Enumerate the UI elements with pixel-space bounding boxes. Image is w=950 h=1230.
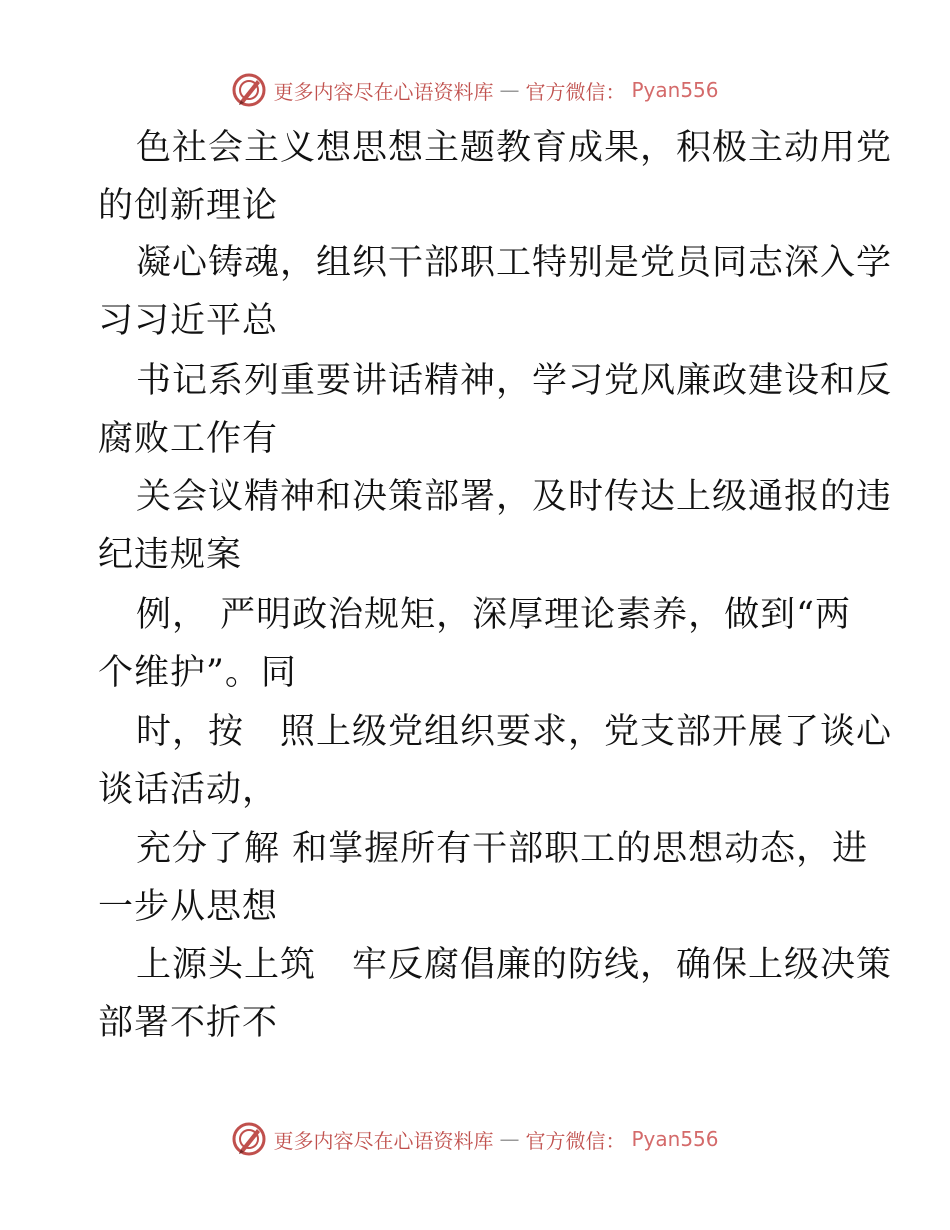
header-watermark <box>0 70 950 110</box>
pen-logo-icon <box>231 1121 267 1157</box>
paragraph-4-line-1: 关会议精神和决策部署，及时传达上级通报的违 <box>136 477 893 517</box>
footer-watermark <box>0 1119 950 1159</box>
watermark-separator: — <box>499 78 520 102</box>
paragraph-2-line-1: 凝心铸魂，组织干部职工特别是党员同志深入学 <box>136 243 893 283</box>
watermark-separator: — <box>499 1127 520 1151</box>
paragraph-1-line-2: 的创新理论 <box>98 186 279 226</box>
paragraph-6-line-2: 谈话活动， <box>98 770 279 810</box>
paragraph-5-line-1: 例， 严明政治规矩，深厚理论素养，做到“两 <box>136 595 852 635</box>
paragraph-3-line-2: 腐败工作有 <box>98 419 279 459</box>
paragraph-7-line-2: 一步从思想 <box>98 887 279 927</box>
pen-logo-icon <box>231 72 267 108</box>
paragraph-2-line-2: 习习近平总 <box>98 301 279 341</box>
watermark-wechat-label: 官方微信： <box>525 79 626 104</box>
watermark-wechat-id: Pyan556 <box>631 1127 719 1151</box>
paragraph-7-line-1: 充分了解 和掌握所有干部职工的思想动态，进 <box>136 829 869 869</box>
watermark-text: 更多内容尽在心语资料库 <box>273 1128 494 1153</box>
watermark-wechat-label: 官方微信： <box>525 1128 626 1153</box>
watermark-wechat-id: Pyan556 <box>631 78 719 102</box>
paragraph-6-line-1: 时，按 照上级党组织要求，党支部开展了谈心 <box>136 712 893 752</box>
paragraph-4-line-2: 纪违规案 <box>98 535 243 575</box>
paragraph-3-line-1: 书记系列重要讲话精神，学习党风廉政建设和反 <box>136 361 893 401</box>
watermark-text: 更多内容尽在心语资料库 <box>273 79 494 104</box>
paragraph-8-line-2: 部署不折不 <box>98 1003 279 1043</box>
paragraph-1-line-1: 色社会主义想思想主题教育成果，积极主动用党 <box>136 128 893 168</box>
paragraph-5-line-2: 个维护”。同 <box>98 653 297 693</box>
paragraph-8-line-1: 上源头上筑 牢反腐倡廉的防线，确保上级决策 <box>136 945 893 985</box>
